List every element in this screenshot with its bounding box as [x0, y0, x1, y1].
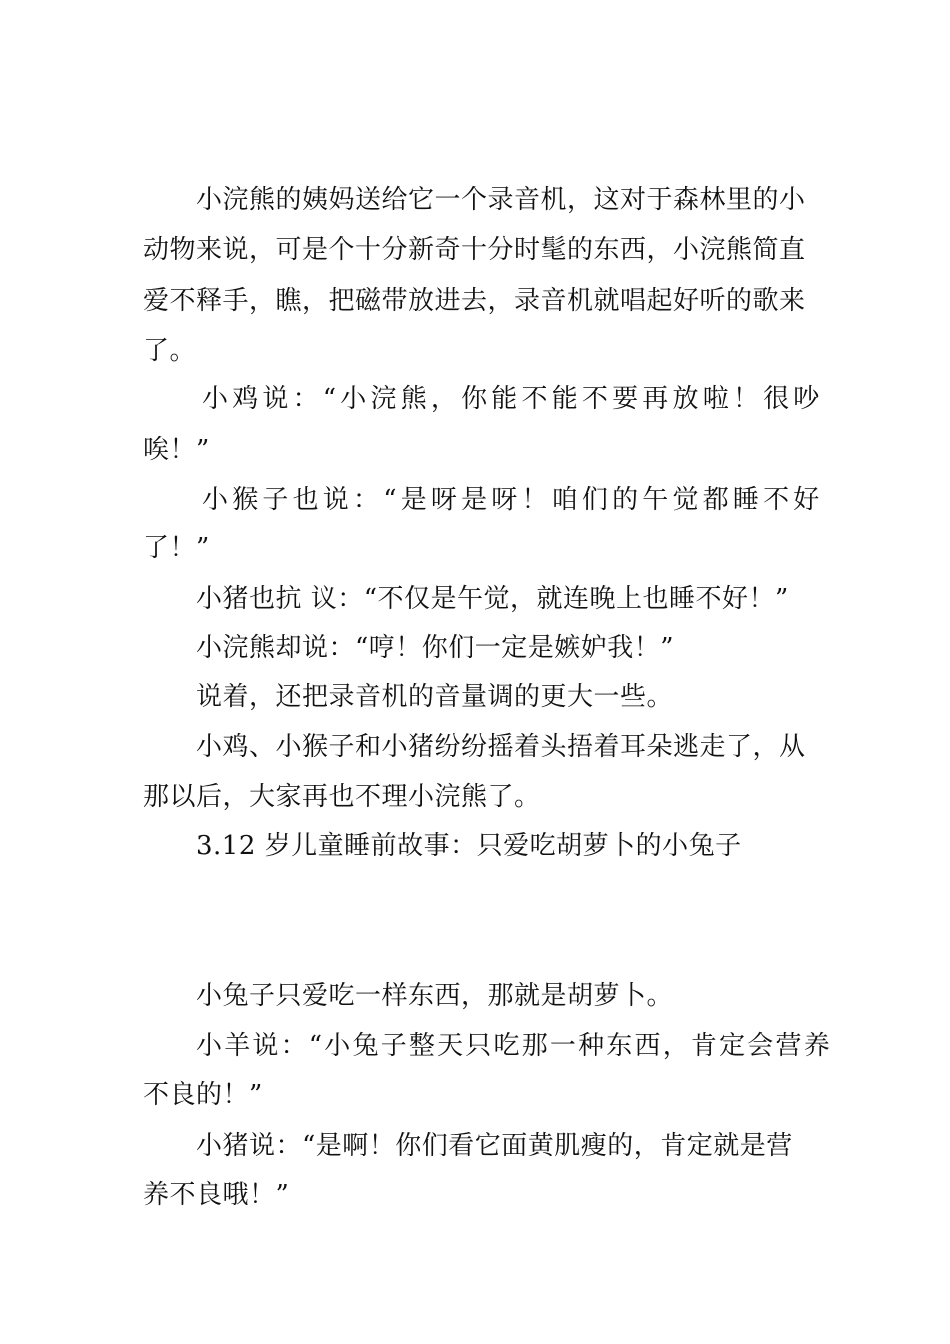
story1-p3-line2: 了！”: [143, 533, 210, 563]
story2-p2-line1: 小羊说：“小兔子整天只吃那一种东西，肯定会营养: [196, 1031, 832, 1061]
story2-p1: 小兔子只爱吃一样东西，那就是胡萝卜。: [196, 981, 674, 1011]
story1-p5: 小浣熊却说：“哼！你们一定是嫉妒我！”: [196, 633, 675, 663]
story1-p6: 说着，还把录音机的音量调的更大一些。: [196, 682, 674, 712]
story1-p1-line1: 小浣熊的姨妈送给它一个录音机，这对于森林里的小: [196, 185, 806, 215]
story2-p2-line2: 不良的！”: [143, 1080, 263, 1110]
story1-p1-line4: 了。: [143, 336, 197, 366]
story2-p3-line2: 养不良哦！”: [143, 1180, 290, 1210]
story1-p1-line3: 爱不释手，瞧，把磁带放进去，录音机就唱起好听的歌来: [143, 286, 806, 316]
story1-p1-line2: 动物来说，可是个十分新奇十分时髦的东西，小浣熊简直: [143, 235, 806, 265]
story-heading: 3.12 岁儿童睡前故事：只爱吃胡萝卜的小兔子: [196, 831, 742, 861]
story1-p2-line2: 唉！”: [143, 435, 210, 465]
story1-p4: 小猪也抗 议：“不仅是午觉，就连晚上也睡不好！”: [196, 584, 789, 614]
story1-p3-line1: 小猴子也说：“是呀是呀！咱们的午觉都睡不好: [202, 485, 824, 515]
story1-p7-line2: 那以后，大家再也不理小浣熊了。: [143, 782, 541, 812]
story1-p2-line1: 小鸡说：“小浣熊，你能不能不要再放啦！很吵: [202, 384, 824, 414]
story1-p7-line1: 小鸡、小猴子和小猪纷纷摇着头捂着耳朵逃走了，从: [196, 732, 806, 762]
story2-p3-line1: 小猪说：“是啊！你们看它面黄肌瘦的，肯定就是营: [196, 1131, 793, 1161]
